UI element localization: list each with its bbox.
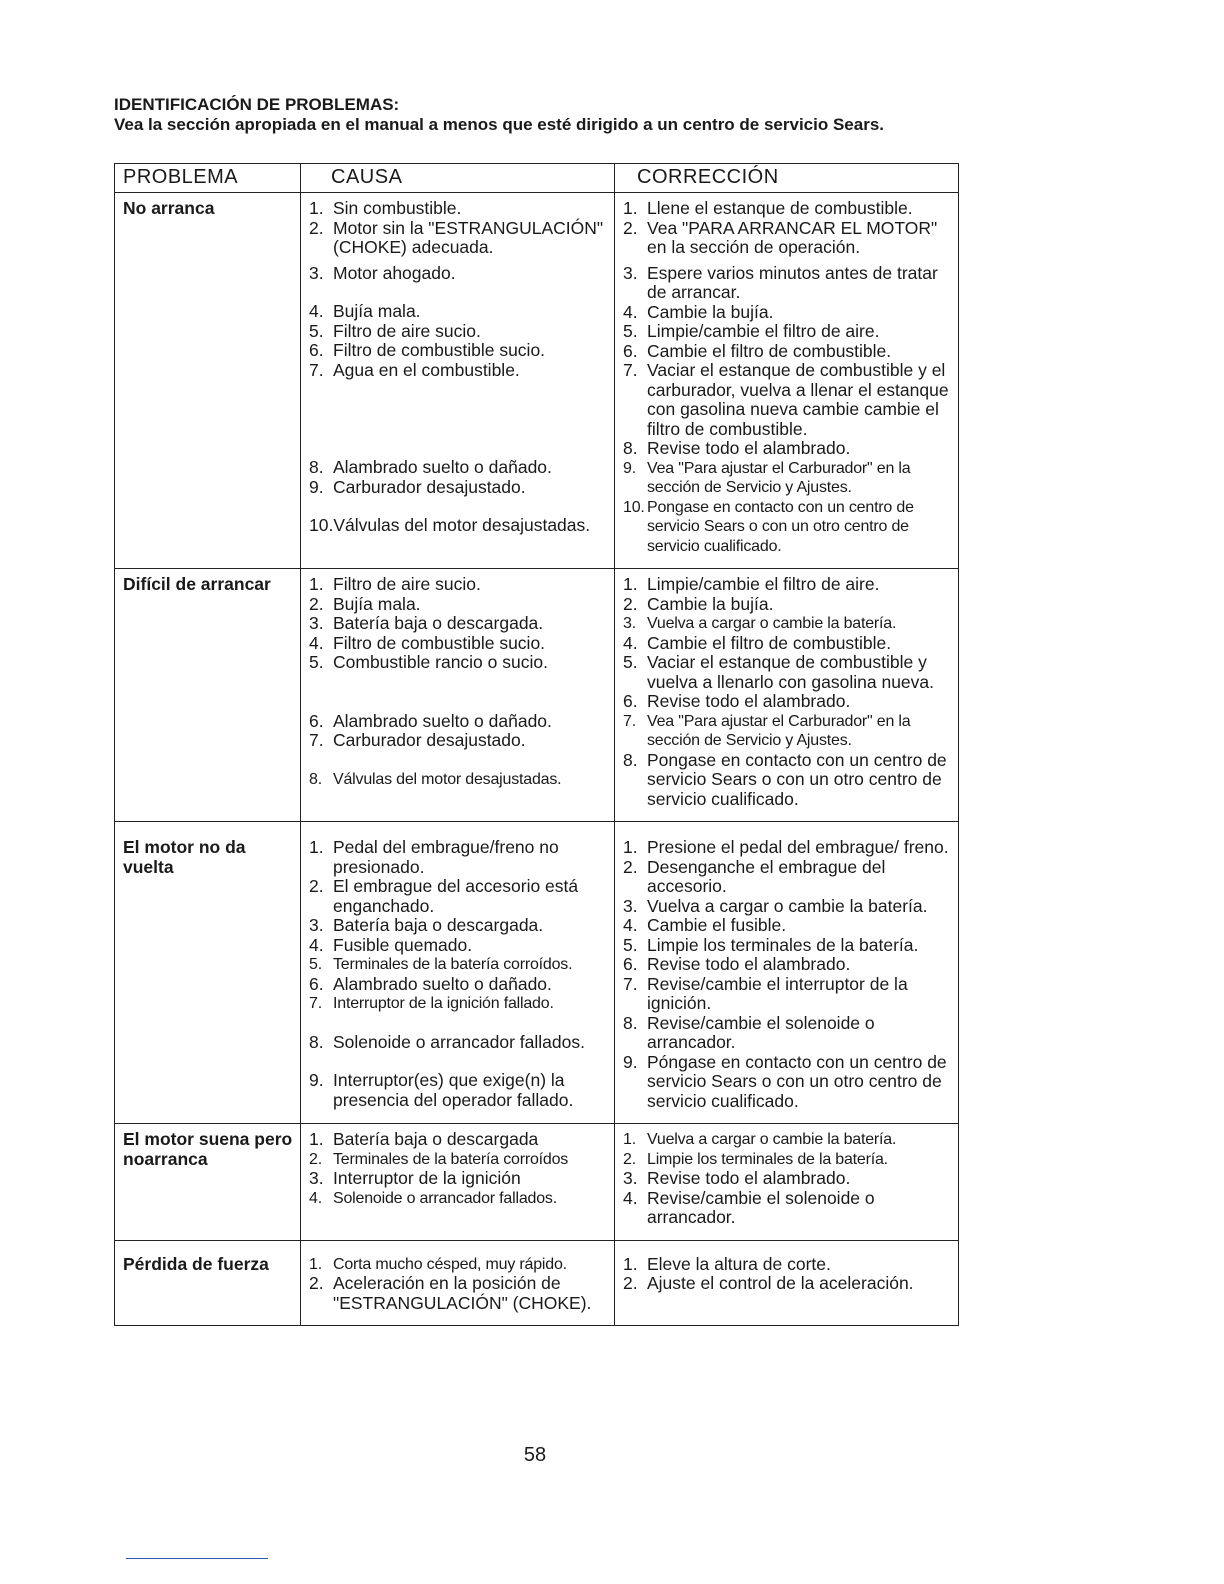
list-item: 9. Carburador desajustado. <box>309 476 526 497</box>
correction-cell <box>615 822 959 1124</box>
list-item: 5. Vaciar el estanque de combustible y vuelva a llenarlo con gasolina nueva. <box>623 652 934 692</box>
problem-cell: El motor suena pero noarranca <box>115 1124 301 1241</box>
list-item: 4. Solenoide o arrancador fallados. <box>309 1189 557 1207</box>
list-item: 2. Bujía mala. <box>309 593 421 614</box>
problem-cell: Difícil de arrancar <box>115 569 301 822</box>
list-item: 3. Motor ahogado. <box>309 262 456 283</box>
list-item: 4. Fusible quemado. <box>309 934 473 955</box>
correction-cell <box>615 1240 959 1326</box>
list-item: 6. Revise todo el alambrado. <box>623 691 851 711</box>
column-header-cause: CAUSA <box>301 164 615 193</box>
column-header-correction: CORRECCIÓN <box>615 164 959 193</box>
list-item: 2. Limpie los terminales de la batería. <box>623 1150 888 1168</box>
table-row <box>115 822 959 1124</box>
table-header-row <box>115 164 959 193</box>
correction-cell <box>615 569 959 822</box>
list-item: 5. Limpie los terminales de la batería. <box>623 934 919 955</box>
correction-list <box>623 1255 954 1294</box>
list-item: 1. Llene el estanque de combustible. <box>623 198 913 218</box>
list-item: 4. Cambie el fusible. <box>623 915 787 935</box>
correction-cell <box>615 193 959 569</box>
list-item: 3. Vuelva a cargar o cambie la batería. <box>623 895 928 916</box>
list-item: 7. Revise/cambie el interruptor de la ignición. <box>623 973 908 1013</box>
list-item: 2. Vea "PARA ARRANCAR EL MOTOR" en la sección de operación. <box>623 217 938 257</box>
list-item: 9. Interruptor(es) que exige(n) la presencia del operador fallado. <box>309 1070 574 1110</box>
list-item: 1. Presione el pedal del embrague/ freno. <box>623 837 949 857</box>
list-item: 5. Terminales de la batería corroídos. <box>309 956 573 973</box>
list-item: 1. Pedal del embrague/freno no presionado. <box>309 837 559 877</box>
list-item: 6. Alambrado suelto o dañado. <box>309 973 552 994</box>
list-item: 6. Revise todo el alambrado. <box>623 954 851 974</box>
section-title: IDENTIFICACIÓN DE PROBLEMAS: <box>114 95 400 114</box>
list-item: 9. Vea "Para ajustar el Carburador" en la sección de Servicio y Ajustes. <box>623 459 911 496</box>
list-item: 1. Corta mucho césped, muy rápido. <box>309 1255 567 1273</box>
list-item: 2. Aceleración en la posición de "ESTRANGULACIÓN" (CHOKE). <box>309 1273 592 1313</box>
list-item: 1. Limpie/cambie el filtro de aire. <box>623 574 880 594</box>
troubleshooting-header <box>114 95 964 135</box>
list-item: 4. Filtro de combustible sucio. <box>309 632 546 653</box>
list-item: 3. Espere varios minutos antes de tratar de arrancar. <box>623 262 938 302</box>
list-item: 3. Revise todo el alambrado. <box>623 1168 851 1188</box>
list-item: 4. Bujía mala. <box>309 301 421 321</box>
list-item: 8. Alambrado suelto o dañado. <box>309 457 552 477</box>
list-item: 5. Combustible rancio o sucio. <box>309 652 548 672</box>
list-item: 3. Batería baja o descargada. <box>309 915 544 935</box>
problem-cell: El motor no da vuelta <box>115 822 301 1124</box>
list-item: 2. El embrague del accesorio está enganchado. <box>309 876 579 916</box>
cause-list <box>309 1255 610 1314</box>
correction-list <box>623 575 954 809</box>
list-item: 1. Batería baja o descargada <box>309 1129 539 1149</box>
footer-rule <box>126 1558 268 1559</box>
section-note: Vea la sección apropiada en el manual a menos que esté dirigido a un centro de servicio Sears. <box>114 115 885 134</box>
list-item: 7. Carburador desajustado. <box>309 730 526 750</box>
problem-cell: No arranca <box>115 193 301 569</box>
list-item: 5. Limpie/cambie el filtro de aire. <box>623 321 880 341</box>
list-item: 9. Póngase en contacto con un centro de servicio Sears o con un otro centro de servicio cualificado. <box>623 1051 947 1111</box>
table-row <box>115 569 959 822</box>
table-row <box>115 193 959 569</box>
list-item: 6. Cambie el filtro de combustible. <box>623 340 892 361</box>
list-item: 7. Interruptor de la ignición fallado. <box>309 995 554 1012</box>
list-item: 6. Filtro de combustible sucio. <box>309 340 546 360</box>
list-item: 1. Filtro de aire sucio. <box>309 574 481 594</box>
list-item: 1. Sin combustible. <box>309 198 462 218</box>
cause-cell <box>301 1240 615 1326</box>
cause-list <box>309 575 610 789</box>
list-item: 8. Solenoide o arrancador fallados. <box>309 1031 585 1052</box>
list-item: 7. Vea "Para ajustar el Carburador" en la sección de Servicio y Ajustes. <box>623 712 911 749</box>
cause-list <box>309 199 610 536</box>
cause-cell <box>301 193 615 569</box>
list-item: 3. Interruptor de la ignición <box>309 1168 521 1188</box>
list-item: 6. Alambrado suelto o dañado. <box>309 710 552 731</box>
list-item: 2. Ajuste el control de la aceleración. <box>623 1273 914 1293</box>
column-header-problem: PROBLEMA <box>115 164 301 193</box>
list-item: 8. Válvulas del motor desajustadas. <box>309 770 562 788</box>
list-item: 2. Terminales de la batería corroídos <box>309 1150 569 1168</box>
list-item: 2. Cambie la bujía. <box>623 593 774 614</box>
list-item: 1. Vuelva a cargar o cambie la batería. <box>623 1131 897 1148</box>
list-item: 8. Revise/cambie el solenoide o arrancador. <box>623 1012 875 1052</box>
list-item: 4. Cambie el filtro de combustible. <box>623 632 892 653</box>
list-item: 2. Motor sin la "ESTRANGULACIÓN" (CHOKE) adecuada. <box>309 217 604 257</box>
list-item: 2. Desenganche el embrague del accesorio. <box>623 856 886 896</box>
correction-list <box>623 199 954 556</box>
correction-cell <box>615 1124 959 1241</box>
list-item: 8. Revise todo el alambrado. <box>623 438 851 458</box>
list-item: 3. Vuelva a cargar o cambie la batería. <box>623 615 897 632</box>
correction-list <box>623 1130 954 1228</box>
list-item: 7. Agua en el combustible. <box>309 359 520 380</box>
list-item: 4. Cambie la bujía. <box>623 301 774 322</box>
cause-list <box>309 1130 610 1208</box>
list-item: 8. Pongase en contacto con un centro de servicio Sears o con un otro centro de servicio cualificado. <box>623 749 947 809</box>
page-number: 58 <box>523 1444 547 1466</box>
list-item: 10. Pongase en contacto con un centro de servicio Sears o con un otro centro de servicio cualificado. <box>623 498 914 555</box>
table-row <box>115 1240 959 1326</box>
troubleshooting-table <box>114 163 959 1326</box>
cause-list <box>309 838 610 1110</box>
list-item: 1. Eleve la altura de corte. <box>623 1253 831 1274</box>
list-item: 7. Vaciar el estanque de combustible y el carburador, vuelva a llenar el estanque con gasolina nueva cambie cambie el filtro de combustible. <box>623 360 949 439</box>
cause-cell <box>301 822 615 1124</box>
correction-list <box>623 838 954 1111</box>
problem-cell: Pérdida de fuerza <box>115 1240 301 1326</box>
list-item: 10. Válvulas del motor desajustadas. <box>309 515 591 535</box>
list-item: 4. Revise/cambie el solenoide o arrancador. <box>623 1187 875 1227</box>
list-item: 5. Filtro de aire sucio. <box>309 320 481 341</box>
list-item: 3. Batería baja o descargada. <box>309 613 544 633</box>
cause-cell <box>301 569 615 822</box>
cause-cell <box>301 1124 615 1241</box>
table-row <box>115 1124 959 1241</box>
